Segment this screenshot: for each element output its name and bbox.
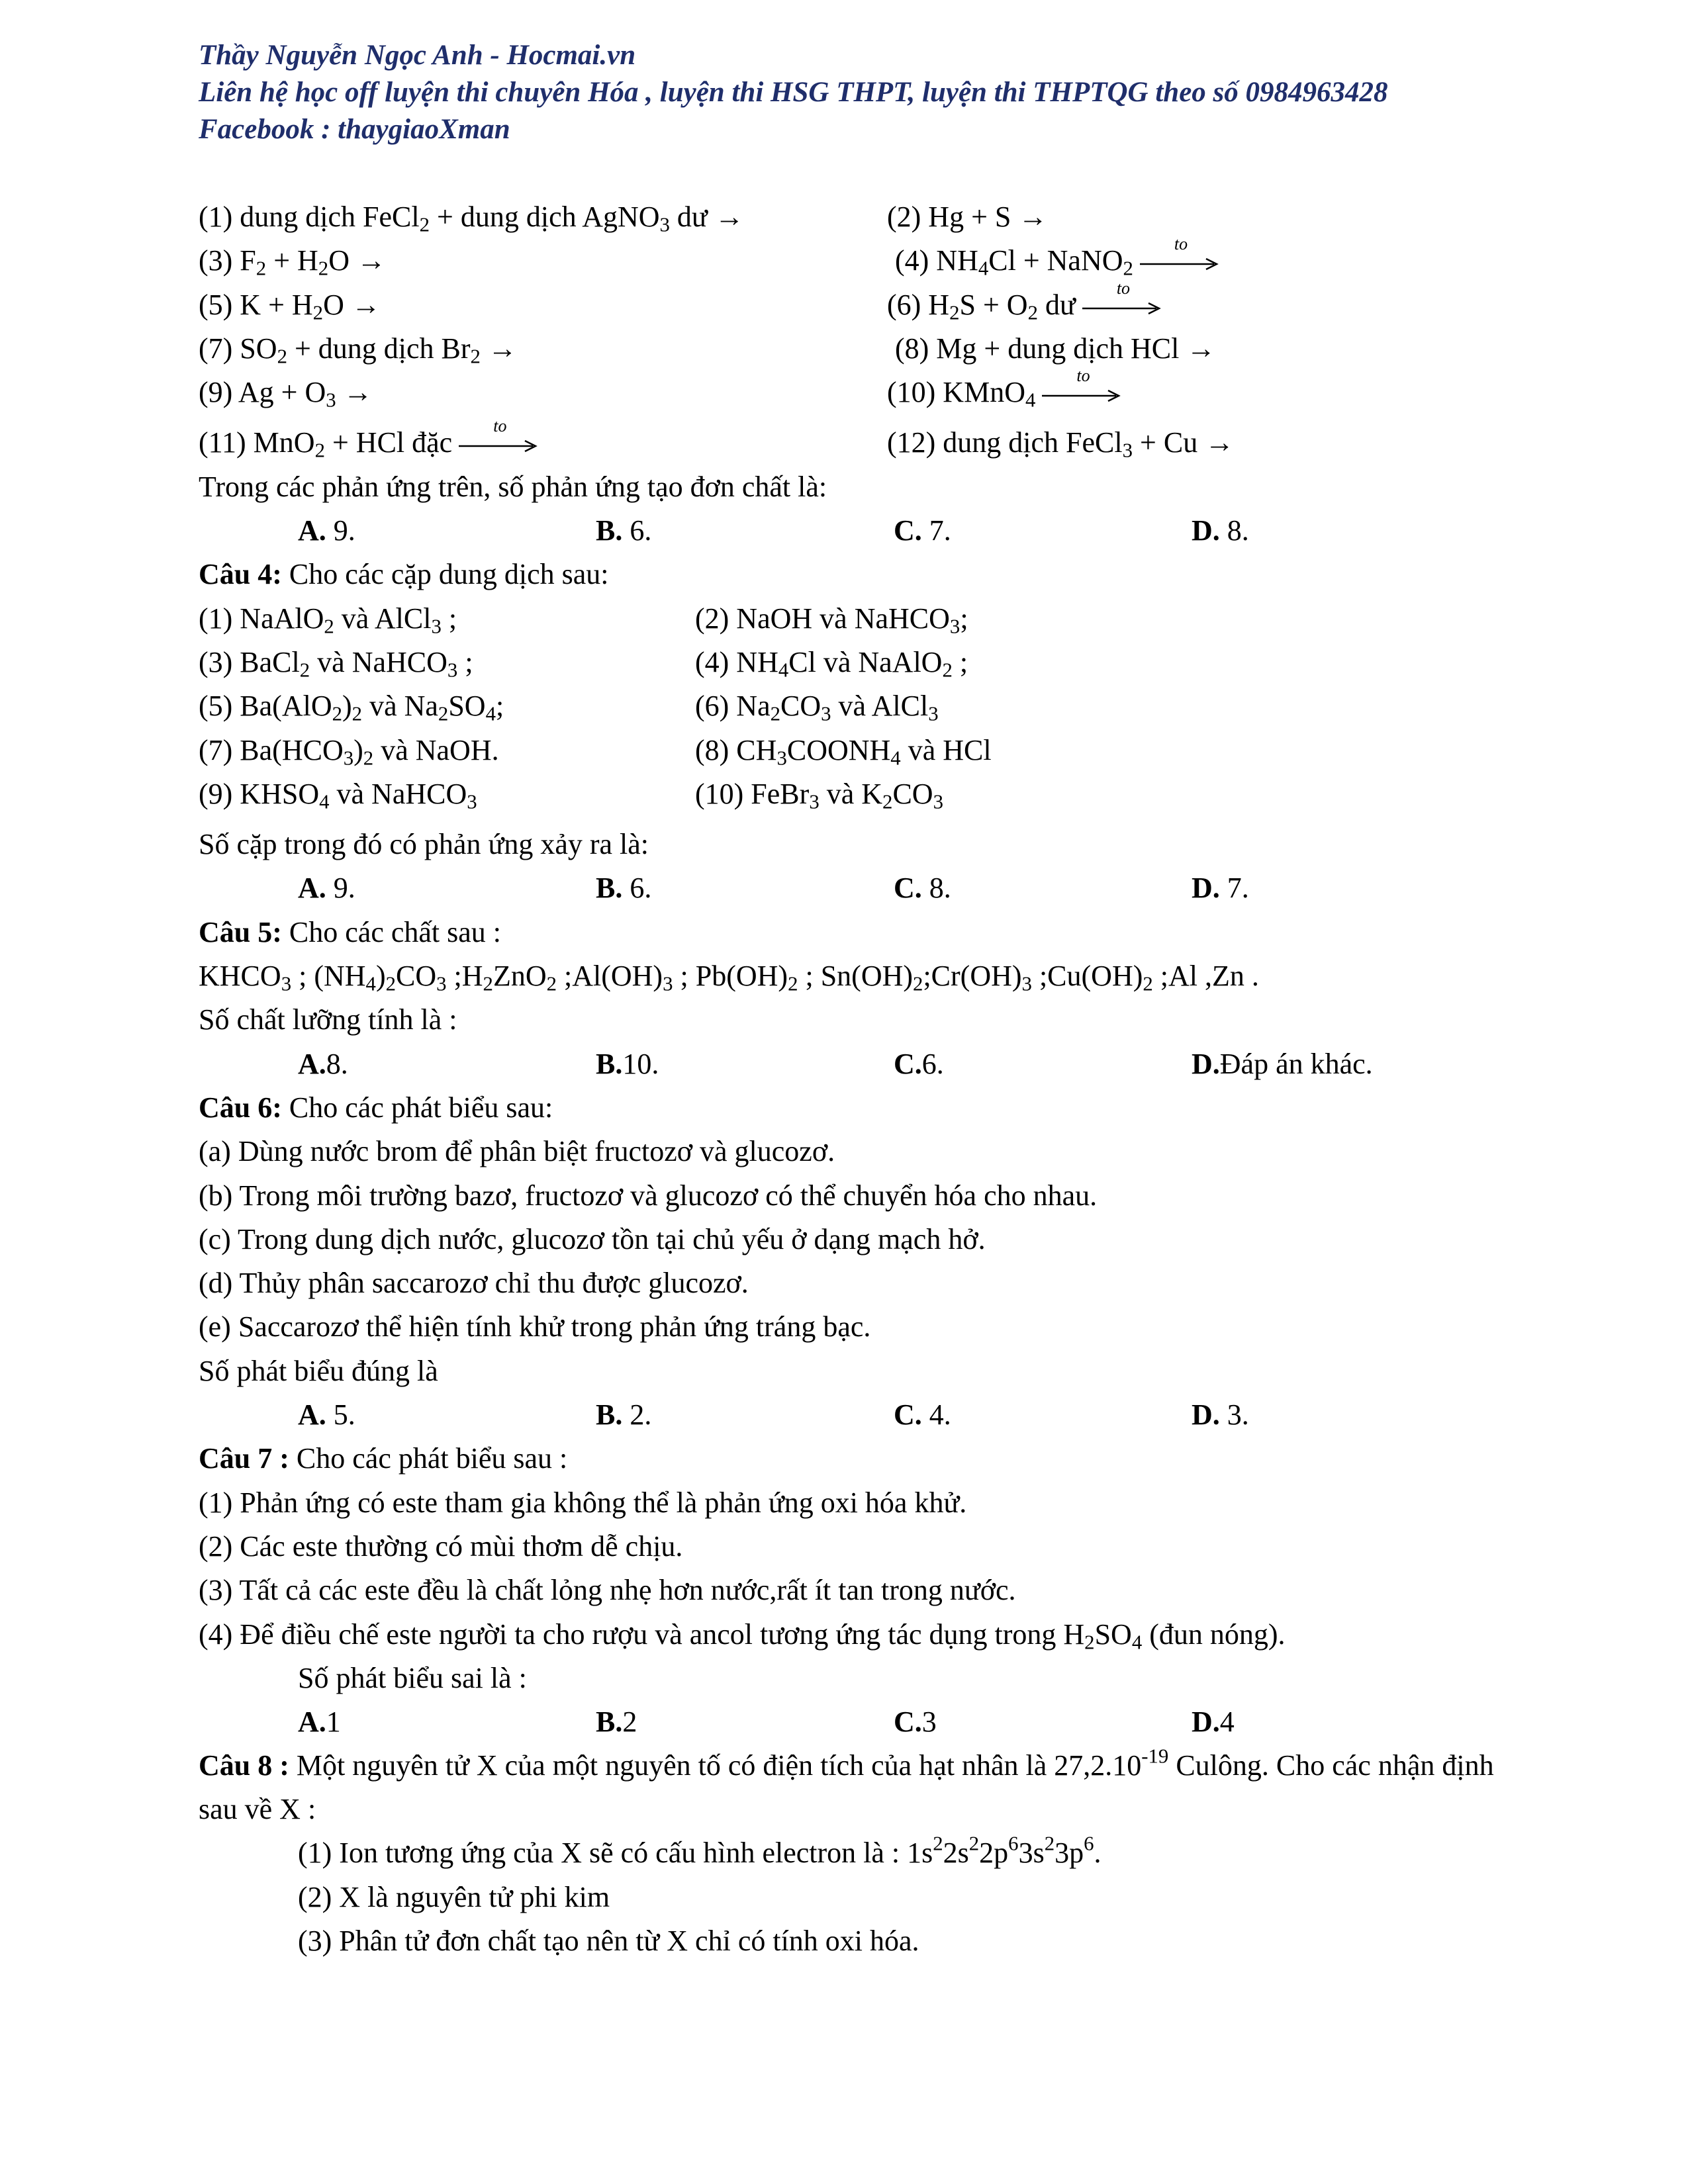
reaction-10: (10) KMnO$_4$ to [887,371,1121,414]
pair-5: (5) $Ba(AlO_2)_2$ và $Na_2SO_4$; [199,690,504,725]
option-b[interactable]: B. 6. [596,872,652,905]
question-prompt: Số phát biểu đúng là [199,1354,438,1387]
option-d[interactable]: D. 3. [1192,1398,1249,1432]
statement: (c) Trong dung dịch nước, glucozơ tồn tại chủ yếu ở dạng mạch hở. [199,1222,986,1255]
option-d[interactable]: D.4 [1192,1706,1235,1739]
reaction-3: (3) $F_2 + H_2O$ → [199,244,386,280]
option-b[interactable]: B. 2. [596,1398,652,1432]
reaction-2: (2) Hg + S → [887,201,1048,233]
pair-4: (4) $NH_4Cl$ và NaAlO$_2$ ; [695,645,968,682]
answer-options [199,866,1523,910]
reaction-1: (1) dung dịch FeCl$_2$ + dung dịch AgNO$_3$ dư → [199,201,744,236]
heat-arrow-icon: to [1140,250,1219,277]
page-header [199,37,1388,148]
statement: (3) Tất cả các este đều là chất lỏng nhẹ hơn nước,rất ít tan trong nước. [199,1574,1016,1607]
option-b[interactable]: B.10. [596,1047,659,1080]
statement: (b) Trong môi trường bazơ, fructozơ và glucozơ có thể chuyển hóa cho nhau. [199,1179,1098,1212]
statement: (d) Thủy phân saccarozơ chỉ thu được glucozơ. [199,1267,749,1300]
heat-arrow-icon: to [1082,295,1162,321]
option-c[interactable]: C. 4. [894,1398,951,1432]
header-contact: Liên hệ học off luyện thi chuyên Hóa , luyện thi HSG THPT, luyện thi THPTQG theo số 0984963428 [199,77,1388,108]
reaction-row [199,234,1523,283]
pair-7: (7) $Ba(HCO_3)_2$ và NaOH. [199,733,499,770]
option-c[interactable]: C. 8. [894,872,951,905]
option-d[interactable]: D.Đáp án khác. [1192,1047,1373,1080]
question-prompt: Số cặp trong đó có phản ứng xảy ra là: [199,828,649,861]
answer-options [199,509,1523,553]
heat-arrow-icon: to [459,432,538,459]
pair-9: (9) $KHSO_4$ và NaHCO$_3$ [199,777,477,813]
statement: (1) Ion tương ứng của X sẽ có cấu hình electron là : $1s^22s^22p^63s^23p^6$. [298,1832,1102,1870]
statement: (4) Để điều chế este người ta cho rượu và ancol tương ứng tác dụng trong $H_2SO_4$ (đun nóng). [199,1617,1286,1654]
option-b[interactable]: B. 6. [596,514,652,547]
reaction-8: (8) Mg + dung dịch HCl → [895,332,1216,365]
answer-options [199,1393,1523,1437]
option-c[interactable]: C.6. [894,1047,944,1080]
answer-options [199,1042,1523,1086]
heat-arrow-icon: to [1042,382,1121,408]
pair-8: (8) $CH_3COONH_4$ và HCl [695,733,992,770]
pair-row [199,641,1523,684]
reaction-row [199,416,1523,465]
question-prompt: Số chất lưỡng tính là : [199,1003,457,1036]
statement: (a) Dùng nước brom để phân biệt fructozơ và glucozơ. [199,1135,835,1168]
statement: (1) Phản ứng có este tham gia không thể là phản ứng oxi hóa khử. [199,1486,967,1519]
question-7-title: Câu 7 : Cho các phát biểu sau : [199,1442,568,1475]
reaction-5: (5) $K + H_2O$ → [199,288,381,324]
option-a[interactable]: A. 5. [298,1398,355,1432]
question-6-title: Câu 6: Cho các phát biểu sau: [199,1091,553,1124]
answer-options [199,1700,1523,1744]
reaction-7: (7) $SO_2$ + dung dịch $Br_2$ → [199,332,517,368]
question-prompt: Trong các phản ứng trên, số phản ứng tạo đơn chất là: [199,470,827,503]
statement: (2) Các este thường có mùi thơm dễ chịu. [199,1529,683,1563]
reaction-6: (6) $H_2S + O_2$ dư to [887,283,1162,327]
pair-row [199,729,1523,772]
header-author: Thầy Nguyễn Ngọc Anh - Hocmai.vn [199,40,636,71]
pair-1: (1) NaAlO$_2$ và AlCl$_3$ ; [199,602,457,638]
pair-row [199,684,1523,728]
option-c[interactable]: C.3 [894,1706,937,1739]
option-c[interactable]: C. 7. [894,514,951,547]
substance-list: $KHCO_3$ ; $(NH_4)_2CO_3$ $;H_2ZnO_2$ $;Al(OH)_3$ ; $Pb(OH)_2$ ; $Sn(OH)_2;Cr(OH)_3$ $;Cu(OH)_2$ ;Al ,Zn . [199,960,1259,995]
question-5-title: Câu 5: Cho các chất sau : [199,915,502,948]
statement: (3) Phân tử đơn chất tạo nên từ X chỉ có tính oxi hóa. [298,1924,919,1957]
option-d[interactable]: D. 7. [1192,872,1249,905]
option-a[interactable]: A.8. [298,1047,348,1080]
pair-3: (3) BaCl$_2$ và NaHCO$_3$ ; [199,645,473,682]
pair-row [199,772,1523,816]
option-a[interactable]: A. 9. [298,514,355,547]
pair-2: (2) NaOH và NaHCO$_3$; [695,602,968,638]
reaction-row [199,195,1523,239]
option-d[interactable]: D. 8. [1192,514,1249,547]
reaction-row [199,366,1523,414]
question-8-text: Câu 8 : Một nguyên tử X của một nguyên tố có điện tích của hạt nhân là $27,2.10^{-19}$ Culông. Cho các nhận định sau về X : [199,1745,1494,1826]
question-prompt: Số phát biểu sai là : [298,1661,527,1694]
pair-6: (6) $Na_2CO_3$ và AlCl$_3$ [695,690,939,725]
pair-row [199,597,1523,641]
statement: (2) X là nguyên tử phi kim [298,1880,610,1913]
reaction-12: (12) dung dịch FeCl$_3$ + Cu → [887,426,1235,463]
reaction-11: (11) MnO$_2$ + HCl đặc to [199,421,538,465]
question-4-title: Câu 4: Cho các cặp dung dịch sau: [199,558,609,591]
option-b[interactable]: B.2 [596,1706,637,1739]
header-facebook: Facebook : thaygiaoXman [199,114,510,145]
statement: (e) Saccarozơ thể hiện tính khử trong phản ứng tráng bạc. [199,1310,871,1343]
reaction-9: (9) $Ag + O_3$ → [199,376,373,412]
document-body [199,195,1523,1963]
pair-10: (10) FeBr$_3$ và $K_2CO_3$ [695,777,943,813]
option-a[interactable]: A. 9. [298,872,355,905]
option-a[interactable]: A.1 [298,1706,341,1739]
reaction-4: (4) $NH_4Cl$ + NaNO$_2$ to [895,239,1219,283]
reaction-row [199,278,1523,327]
reaction-row [199,327,1523,371]
